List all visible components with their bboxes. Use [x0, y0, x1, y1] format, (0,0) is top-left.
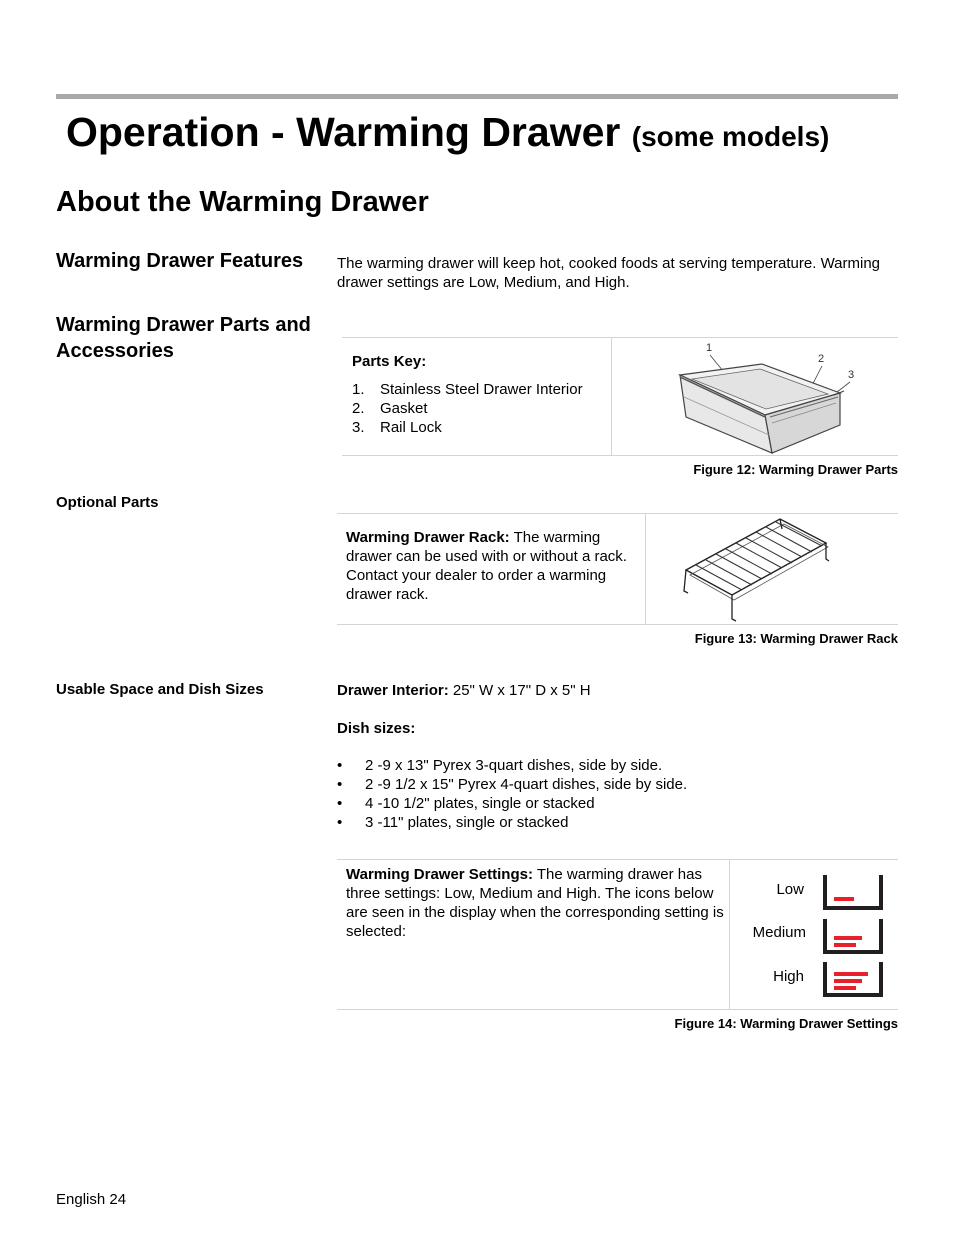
level-bar — [834, 979, 862, 983]
warming-drawer-illustration — [660, 337, 890, 455]
high-setting-icon — [822, 960, 884, 998]
figure-14-caption: Figure 14: Warming Drawer Settings — [674, 1016, 898, 1031]
parts-table-bottom-rule — [342, 455, 898, 456]
level-bar — [834, 972, 868, 976]
list-item: • 3 -11" plates, single or stacked — [337, 814, 569, 831]
dish-sizes-list — [337, 756, 687, 832]
parts-heading: Warming Drawer Parts and Accessories — [56, 314, 311, 362]
settings-description — [346, 865, 724, 941]
level-bar — [834, 986, 856, 990]
page-title-main: Operation - Warming Drawer — [66, 109, 621, 155]
dish-sizes-title: Dish sizes: — [337, 720, 416, 737]
low-setting-icon — [822, 873, 884, 911]
page-title — [66, 110, 829, 155]
drawer-interior — [337, 681, 591, 700]
setting-low-label: Low — [776, 881, 804, 898]
features-text: The warming drawer will keep hot, cooked foods at serving temperature. Warming drawer settings are Low, Medium, and High. — [337, 255, 881, 291]
level-bar — [834, 897, 854, 901]
medium-setting-icon — [822, 917, 884, 955]
list-item: • 4 -10 1/2" plates, single or stacked — [337, 795, 595, 812]
parts-list — [352, 380, 583, 437]
rack-description — [346, 528, 638, 604]
page-footer: English 24 — [56, 1191, 127, 1208]
interior-value: 25" W x 17" D x 5" H — [448, 682, 591, 699]
features-heading: Warming Drawer Features — [56, 250, 304, 272]
list-item: 1. Stainless Steel Drawer Interior — [352, 381, 583, 398]
list-item: • 2 -9 x 13" Pyrex 3-quart dishes, side by side. — [337, 757, 663, 774]
list-item: 3. Rail Lock — [352, 419, 442, 436]
parts-key-title: Parts Key: — [352, 353, 427, 370]
figure-12-caption: Figure 12: Warming Drawer Parts — [693, 462, 898, 477]
warming-drawer-rack-illustration — [676, 515, 836, 623]
rack-table-bottom-rule — [337, 624, 898, 625]
callout-3: 3 — [848, 369, 855, 381]
level-bar — [834, 943, 856, 947]
section-title: About the Warming Drawer — [56, 186, 429, 218]
list-item: 2. Gasket — [352, 400, 428, 417]
settings-table-bottom-rule — [337, 1009, 898, 1010]
callout-2: 2 — [818, 353, 825, 365]
optional-heading: Optional Parts — [56, 494, 159, 511]
level-bar — [834, 936, 862, 940]
settings-table-top-rule — [337, 859, 898, 860]
interior-label: Drawer Interior: — [337, 682, 449, 699]
figure-13-caption: Figure 13: Warming Drawer Rack — [694, 631, 898, 646]
usable-heading: Usable Space and Dish Sizes — [56, 681, 264, 698]
page-title-sub: (some models) — [631, 121, 830, 152]
top-rule — [56, 94, 898, 99]
setting-medium-label: Medium — [752, 924, 806, 941]
rack-text: The warming drawer can be used with or without a rack. Contact your dealer to order a warming drawer rack. — [346, 529, 627, 603]
rack-label: Warming Drawer Rack: — [346, 529, 510, 546]
parts-table-divider — [611, 337, 612, 455]
callout-1: 1 — [706, 342, 713, 354]
rack-table-top-rule — [337, 513, 898, 514]
list-item: • 2 -9 1/2 x 15" Pyrex 4-quart dishes, side by side. — [337, 776, 688, 793]
rack-table-divider — [645, 513, 646, 624]
settings-text: The warming drawer has three settings: Low, Medium and High. The icons below are seen in the display when the corresponding setting is selected: — [346, 866, 724, 940]
settings-label: Warming Drawer Settings: — [346, 866, 533, 883]
setting-high-label: High — [773, 968, 804, 985]
